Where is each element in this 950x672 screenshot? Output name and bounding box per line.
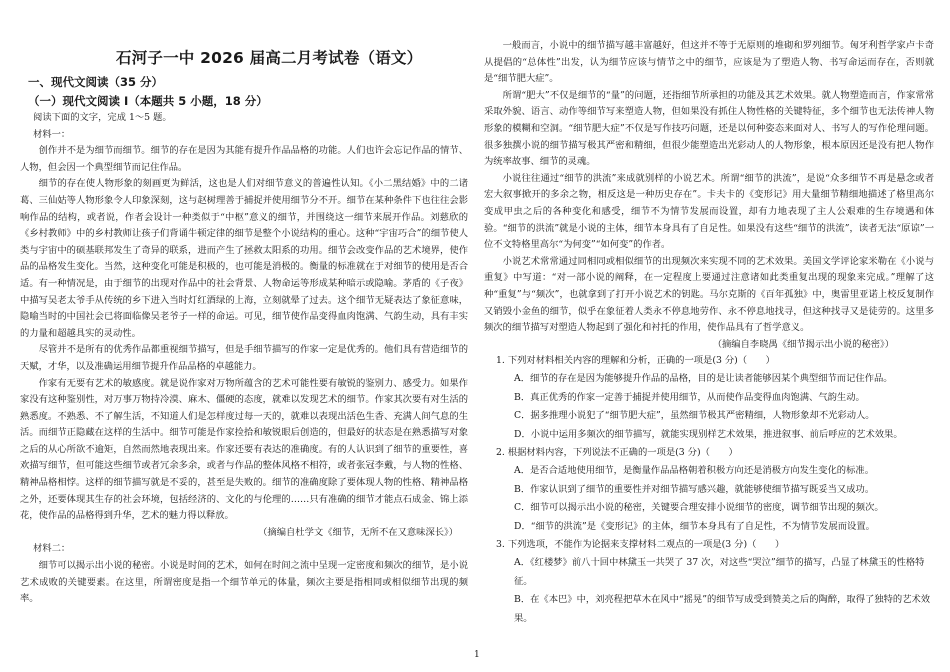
material2-source: （摘编自李晓禺《细节揭示出小说的秘密》） [712,338,894,350]
material2-paragraph: 一般而言，小说中的细节描写越丰富越好，但这并不等于无原则的堆砌和罗列细节。匈牙利哲学家卢卡奇从提倡的“总体性”出发，认为细节应该与情节之中的细节，应该是为了塑造人物、书写命运而存在，否则就是“细节肥大症”。 [484,40,934,85]
question-stem: 2. 根据材料内容，下列说法不正确的一项是(3 分)（ ） [496,447,738,459]
right-text [484,38,934,353]
question-stem: 1. 下列对材料相关内容的理解和分析，正确的一项是(3 分)（ ） [496,355,775,366]
question-option: B．在《本巴》中，刘亮程把草木在风中“摇晃”的细节写成受到赞美之后的陶醉，取得了独特的艺术效果。 [514,594,931,624]
material2-label: 材料二： [33,543,71,555]
question-option: A．《红楼梦》前八十回中林黛玉一共哭了 37 次，对这些“哭泣”细节的描写，凸显了林黛玉的性格特征。 [514,557,925,587]
exam-title: 石河子一中 2026 届高二月考试卷（语文） [116,49,423,67]
material1-paragraph: 作家有无要有艺术的敏感度。就是说作家对万物所蕴含的艺术可能性要有敏锐的鉴别力、感受力。如果作家没有这种鉴别性，对万事万物持冷漠、麻木、僵硬的态度，就难以发现艺术的细节。作家其次要有对生活的熟悉度。不熟悉、不了解生活，不知道人们是怎样度过每一天的，就难以表现出活色生香、充满人间气息的生活。而细节正隐藏在这样的生活中。细节可能是作家捡拾和敏锐眼后创造的，但最好的状态是在熟悉描写对象之后的从心所欲不逾矩，自然而然地表现出来。作家还要有表达的准确度。有的人认识到了细节的重要性，喜欢描写细节，但可能这些细节或者冗余多余，或者与作品的整体风格不相符，或者张冠李戴，与人物的性格、精神品格相悖。这样的细节描写就是不妥的，甚至是失败的。细节的准确度除了要体现人物的性格、精神品格之外，还要体现其生存的社会环境，包括经济的、文化的与伦理的……只有准确的细节才能点石成金、锦上添花，使作品的品格得到升华，艺术的魅力得以释放。 [20,377,468,522]
instruction: 阅读下面的文字，完成 1～5 题。 [33,112,172,123]
material1-paragraph: 尽管并不是所有的优秀作品都重视细节描写，但是手细节描写的作家一定是优秀的。他们具有营造细节的天赋，才华，以及准确运用细节提升作品品格的卓越能力。 [20,344,468,372]
material1-source: （摘编自杜学文《细节，无所不在又意味深长》） [258,526,458,538]
question-option: D．“细节的洪流”是《变形记》的主体，细节本身具有了自足性，不为情节发展而设置。 [514,520,875,532]
question-option: A．是否合适地使用细节，是衡量作品品格朝着积极方向还是消极方向发生变化的标准。 [514,465,874,477]
material1-label: 材料一： [33,128,71,140]
subsection-heading: （一）现代文阅读 I（本题共 5 小题，18 分） [28,94,268,108]
questions [484,352,934,628]
material2-paragraph: 细节可以揭示出小说的秘密。小说是时间的艺术，如何在时间之流中呈现一定密度和频次的细节，是小说艺术成败的关键要素。在这里，所谓密度是指一个细节单元的体量，频次主要是指相同或相似细节出现的频率。 [20,560,468,605]
question-option: C．细节可以揭示出小说的秘密，关键要合理安排小说细节的密度，调节细节出现的频次。 [514,502,884,514]
page-number: 1 [474,650,480,660]
material2-paragraph: 小说往往通过“细节的洪流”来成就别样的小说艺术。所谓“细节的洪流”，是说“众多细节不再是悬念或者宏大叙事掀开的多余之物，相反这是一种历史存在”。卡夫卡的《变形记》用大量细节精细地描述了格里高尔变成甲虫之后的各种变化和感受，细节不为情节发展而设置，却有力地表现了主人公艰难的生存境遇和体验。“细节的洪流”就是小说的主体，细节本身具有了自足性。如果没有这些“细节的洪流”，读者无法“原谅”一位不文特格里高尔“为何变”“如何变”的作者。 [484,172,934,251]
question-stem: 3. 下列选项，不能作为论据来支撑材料二观点的一项是(3 分)（ ） [496,539,785,551]
question-option: C．据多推理小说犯了“细节肥大症”，虽然细节极其严密精细，人物形象却不光彩动人。 [514,410,875,422]
material1-paragraph: 创作并不是为细节而细节。细节的存在是因为其能有提升作品品格的功能。人们也许会忘记作品的情节、人物，但会因一个典型细节而记住作品。 [20,145,468,173]
material2-paragraph: 小说艺术常常通过同相同或相似细节的出现频次来实现不同的艺术效果。美国文学评论家米勒在《小说与重复》中写道：“对一部小说的阐释，在一定程度上要通过注意诸如此类重复出现的现象来完成。”理解了这种“重复”与“频次”，也就拿到了打开小说艺术的钥匙。马尔克斯的《百年孤独》中，奥雷里亚诺上校反复制作又销毁小金鱼的细节，似乎在象征着人类永不停息地劳作、永不停息地找寻，但这种找寻又是徒劳的。这里多频次的细节描写对塑造人物起到了强化和衬托的作用，使作品具有了哲学意义。 [484,255,934,334]
question-option: D．小说中运用多频次的细节描写，就能实现别样艺术效果，推进叙事、前后呼应的艺术效果。 [514,428,903,440]
material2-paragraph: 所谓“肥大”不仅是细节的“量”的问题，还指细节所承担的功能及其艺术效果。就人物塑造而言，作家常常采取外貌、语言、动作等细节写来塑造人物，但如果没有抓住人物性格的关键特征，多个细节也无法传神人物形象的模糊和空洞。“细节肥大症”不仅是写作技巧问题，还是以何种姿态来面对人、书写人的写作伦理问题。很多独撰小说的细节描写极其严密和精细，但很少能塑造出光彩动人的人物形象，根本原因还是没有把人物作为统率故事、细节的灵魂。 [484,89,934,168]
material1-paragraph: 细节的存在使人物形象的刻画更为鲜活，这也是人们对细节意义的普遍性认知。《小二黑结婚》中的二诸葛、三仙姑等人物形象令人印象深刻，这与赵树理善于捕捉并使用细节分不开。细节在某种条件下也往往会影响作品的结构，或者说，作者会设计一种类似于“中枢”意义的细节，并围绕这一细节来展开作品。刘慈欣的《乡村教师》中的乡村教师让孩子们背诵牛顿定律的细节是整个小说结构的重心。这种“宇宙巧合”的细节使人类与宇宙中的硕基联邦发生了奇异的联系，进而产生了拯救太阳系的功用。细节会改变作品的艺术境界，使作品的品格发生变化。当然，这种变化可能是积极的，也可能是消极的。衡量的标准就在于对细节的使用是否合适。有一种情况是，由于细节的出现对作品中的社会背景、人物命运等形成某种暗示或隐喻。茅盾的《子夜》中描写吴老太爷手从传统的乡下进入当时灯红酒绿的上海，立刻就晕了过去。这个细节无疑表达了象征意味，隐喻当时的中国社会已将面临像吴老爷子一样的命运。可见，细节使作品变得血肉饱满、气韵生动，具有丰实的力量和超越具实的灵动性。 [20,178,468,339]
left-text [20,110,468,608]
question-option: B．真正优秀的作家一定善于捕捉并使用细节，从而使作品变得血肉饱满、气韵生动。 [514,391,865,403]
question-option: B．作家认识到了细节的重要性并对细节描写感兴趣，就能够使细节描写既妥当又成功。 [514,483,875,495]
section-heading: 一、现代文阅读（35 分） [28,75,164,89]
question-option: A．细节的存在是因为能够提升作品的品格，目的是让读者能够因某个典型细节而记住作品。 [514,373,893,385]
